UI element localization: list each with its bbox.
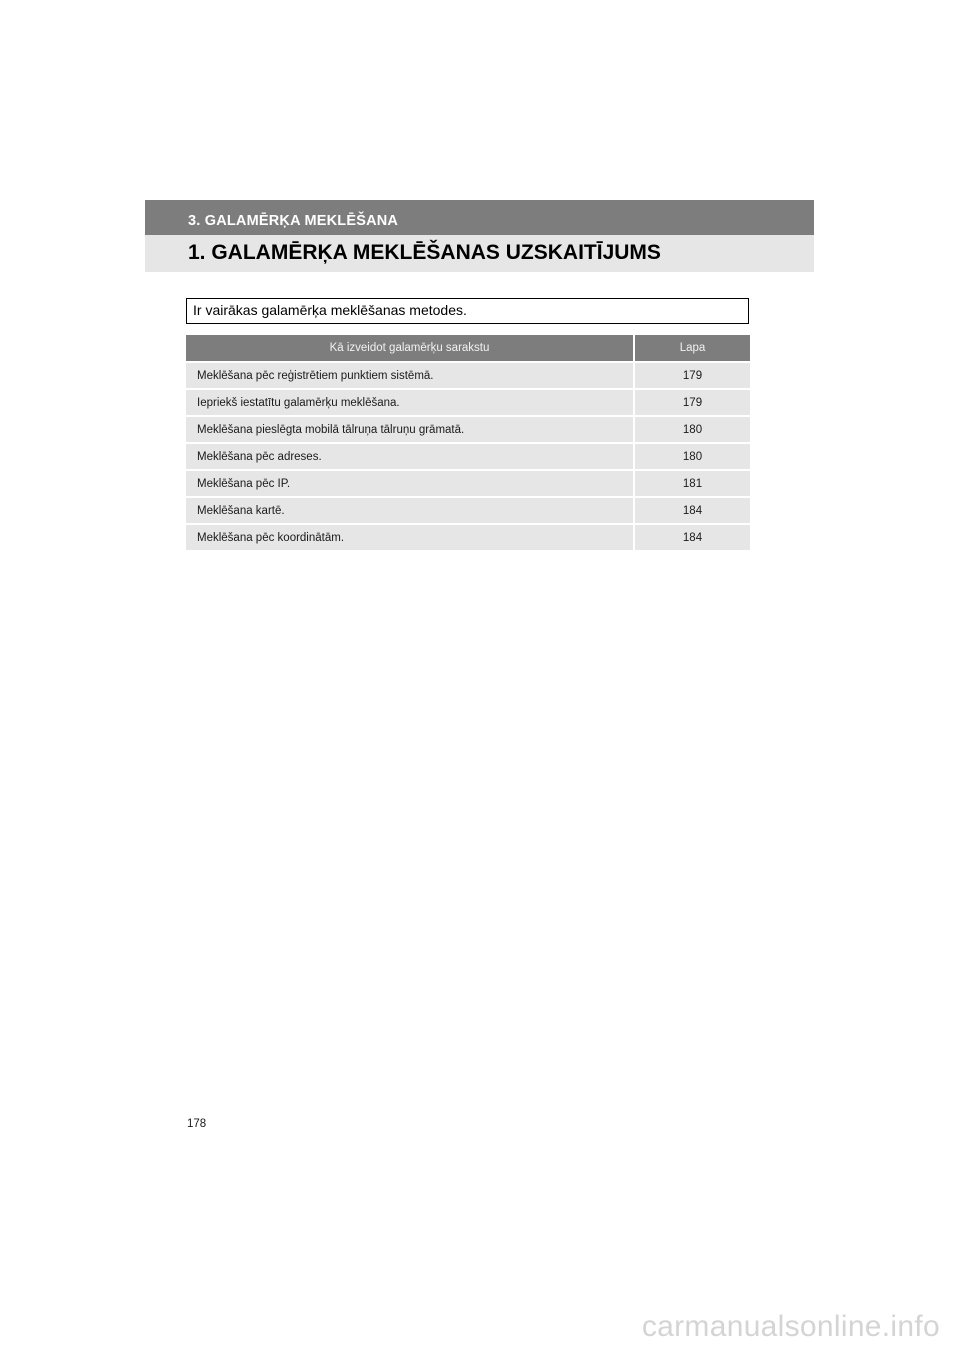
row-topic: Meklēšana pēc adreses. [186,443,634,470]
column-header-topic: Kā izveidot galamērķu sarakstu [186,335,634,362]
row-topic: Meklēšana kartē. [186,497,634,524]
table-row [186,362,750,389]
chapter-title: 1. GALAMĒRĶA MEKLĒŠANAS UZSKAITĪJUMS [188,241,661,264]
row-topic: Meklēšana pēc koordinātām. [186,524,634,550]
chapter-header-bar [145,235,814,272]
row-page-link[interactable]: 179 [634,389,750,416]
row-page-link[interactable]: 184 [634,524,750,550]
intro-box [186,298,749,324]
section-title: 3. GALAMĒRĶA MEKLĒŠANA [188,213,399,229]
table-row [186,497,750,524]
table-row [186,416,750,443]
table-row [186,524,750,550]
watermark-link[interactable]: carmanualsonline.info [641,1310,940,1343]
row-topic: Iepriekš iestatītu galamērķu meklēšana. [186,389,634,416]
table-row [186,443,750,470]
row-topic: Meklēšana pēc IP. [186,470,634,497]
row-topic: Meklēšana pēc reģistrētiem punktiem sistēmā. [186,362,634,389]
table-row [186,470,750,497]
section-header-bar [145,200,814,235]
row-page-link[interactable]: 184 [634,497,750,524]
column-header-page: Lapa [634,335,750,362]
table-row [186,389,750,416]
row-page-link[interactable]: 180 [634,416,750,443]
contents-table [186,335,750,550]
row-page-link[interactable]: 180 [634,443,750,470]
row-topic: Meklēšana pieslēgta mobilā tālruņa tālruņu grāmatā. [186,416,634,443]
table-header-row [186,335,750,362]
intro-text: Ir vairākas galamērķa meklēšanas metodes. [193,302,467,318]
page-number: 178 [187,1118,207,1130]
row-page-link[interactable]: 179 [634,362,750,389]
row-page-link[interactable]: 181 [634,470,750,497]
